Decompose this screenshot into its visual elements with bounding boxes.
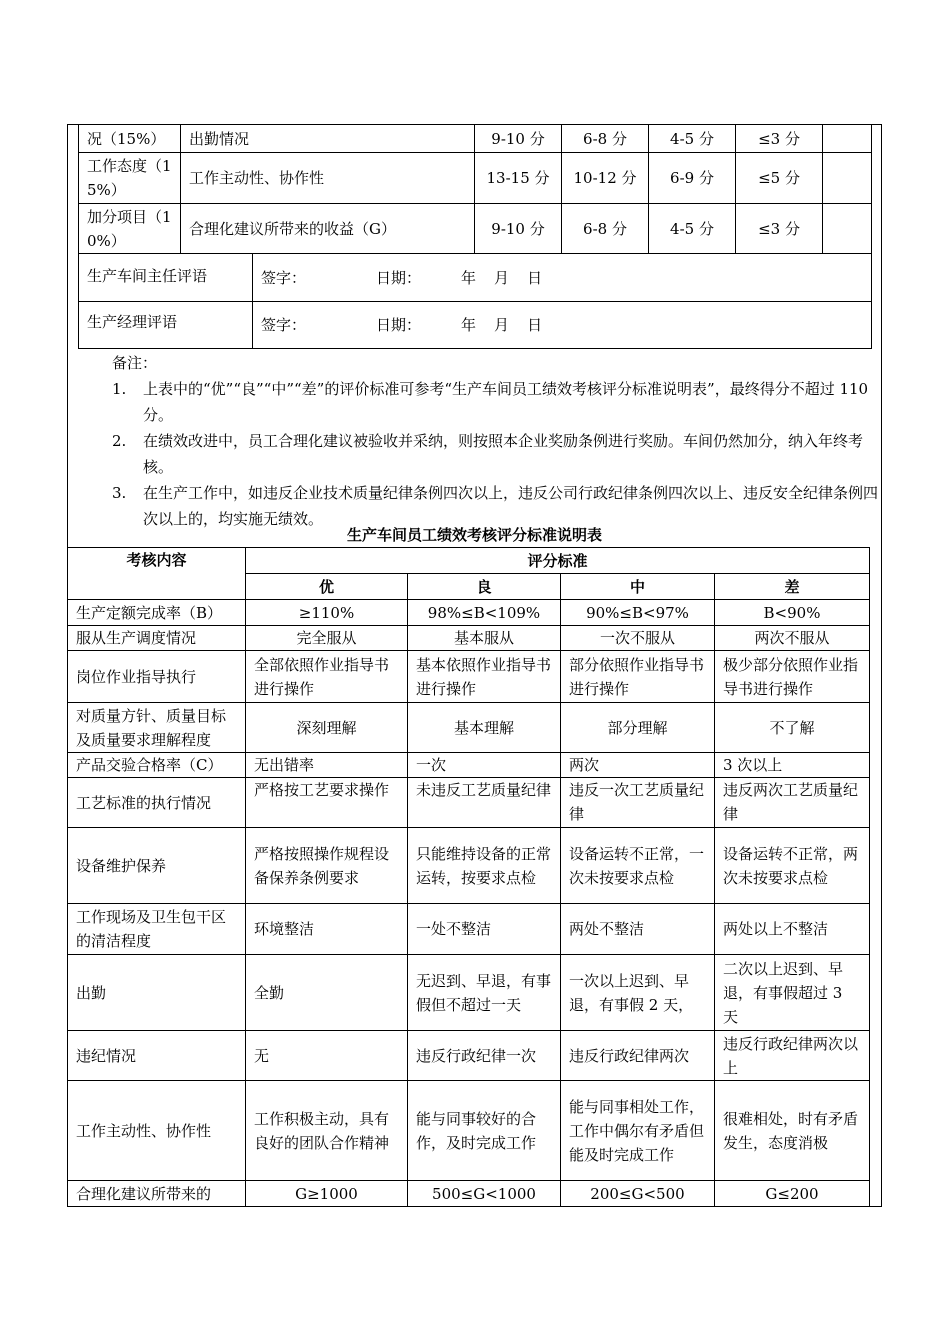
criterion-cell: 岗位作业指导执行 — [68, 651, 246, 703]
grade-cell: ≥110% — [246, 600, 408, 626]
score-cell: ≤3 分 — [736, 204, 823, 254]
grade-cell: 3 次以上 — [715, 753, 870, 778]
grade-cell: 工作积极主动，具有良好的团队合作精神 — [246, 1081, 408, 1181]
score-cell: 4-5 分 — [649, 125, 736, 153]
criterion-cell: 合理化建议所带来的收益（G） — [181, 204, 475, 254]
table-row — [68, 955, 870, 1031]
score-cell: ≤3 分 — [736, 125, 823, 153]
score-cell: 9-10 分 — [475, 125, 562, 153]
table-row — [68, 703, 870, 753]
grade-cell: 两次 — [561, 753, 715, 778]
note-number: 3. — [112, 484, 127, 502]
grade-cell: 违反行政纪律一次 — [408, 1031, 561, 1081]
score-cell: ≤5 分 — [736, 153, 823, 204]
grade-cell: 违反两次工艺质量纪律 — [715, 778, 870, 828]
table-row — [68, 904, 870, 955]
grade-cell: 无 — [246, 1031, 408, 1081]
item-cell: 况（15%） — [79, 125, 181, 153]
notes-label: 备注： — [112, 354, 158, 372]
grade-cell: 很难相处，时有矛盾发生，态度消极 — [715, 1081, 870, 1181]
table-row — [79, 204, 872, 254]
year-label: 年 — [461, 268, 477, 287]
score-cell: 6-8 分 — [562, 204, 649, 254]
item-cell: 加分项目（10%） — [79, 204, 181, 254]
signature-line — [253, 254, 872, 302]
grade-cell: 两处以上不整洁 — [715, 904, 870, 955]
criterion-cell: 工作主动性、协作性 — [68, 1081, 246, 1181]
header-item: 考核内容 — [68, 548, 246, 600]
criterion-cell: 出勤情况 — [181, 125, 475, 153]
month-label: 月 — [494, 316, 510, 334]
header-row — [68, 548, 870, 574]
signature-line — [253, 302, 872, 349]
score-cell: 9-10 分 — [475, 204, 562, 254]
grade-cell: 98%≤B<109% — [408, 600, 561, 626]
score-cell: 6-8 分 — [562, 125, 649, 153]
criterion-cell: 工作主动性、协作性 — [181, 153, 475, 204]
criterion-cell: 设备维护保养 — [68, 828, 246, 904]
grade-cell: 严格按工艺要求操作 — [246, 778, 408, 828]
year-label: 年 — [461, 316, 477, 334]
standards-title: 生产车间员工绩效考核评分标准说明表 — [346, 526, 602, 544]
item-cell: 工作态度（15%） — [79, 153, 181, 204]
table-row — [68, 1181, 870, 1207]
grade-cell: 两处不整洁 — [561, 904, 715, 955]
grade-cell: 部分依照作业指导书进行操作 — [561, 651, 715, 703]
header-score: 评分标准 — [246, 548, 870, 574]
month-label: 月 — [494, 268, 510, 287]
grade-cell: 一次不服从 — [561, 626, 715, 651]
criterion-cell: 服从生产调度情况 — [68, 626, 246, 651]
note-item — [78, 376, 878, 428]
grade-header: 中 — [561, 574, 715, 600]
note-text: 在生产工作中，如违反企业技术质量纪律条例四次以上，违反公司行政纪律条例四次以上、违反安全纪律条例四次以上的，均实施无绩效。 — [143, 484, 879, 528]
grade-cell: 无出错率 — [246, 753, 408, 778]
note-text: 在绩效改进中，员工合理化建议被验收并采纳，则按照本企业奖励条例进行奖励。车间仍然加分，纳入年终考核。 — [143, 432, 864, 476]
grade-cell: 违反行政纪律两次 — [561, 1031, 715, 1081]
grade-cell: 环境整洁 — [246, 904, 408, 955]
table-row — [68, 1081, 870, 1181]
day-label: 日 — [527, 316, 543, 334]
scoring-table — [78, 124, 872, 349]
grade-cell: 全勤 — [246, 955, 408, 1031]
table-row — [68, 651, 870, 703]
grade-cell: 未违反工艺质量纪律 — [408, 778, 561, 828]
criterion-cell: 违纪情况 — [68, 1031, 246, 1081]
grade-cell: 设备运转不正常，一次未按要求点检 — [561, 828, 715, 904]
grade-cell: 无迟到、早退，有事假但不超过一天 — [408, 955, 561, 1031]
grade-cell: G≤200 — [715, 1181, 870, 1207]
grade-cell: 基本依照作业指导书进行操作 — [408, 651, 561, 703]
note-number: 1. — [112, 380, 127, 398]
score-cell: 6-9 分 — [649, 153, 736, 204]
grade-cell: 违反行政纪律两次以上 — [715, 1031, 870, 1081]
grade-cell: 完全服从 — [246, 626, 408, 651]
table-row — [68, 600, 870, 626]
comment-label: 生产经理评语 — [79, 302, 253, 349]
score-cell: 13-15 分 — [475, 153, 562, 204]
sign-label: 签字： — [261, 316, 307, 334]
criterion-cell: 对质量方针、质量目标及质量要求理解程度 — [68, 703, 246, 753]
table-row — [68, 778, 870, 828]
table-row — [68, 828, 870, 904]
table-row — [79, 153, 872, 204]
day-label: 日 — [527, 268, 543, 287]
comment-row-manager — [79, 302, 872, 349]
grade-cell: 两次不服从 — [715, 626, 870, 651]
grade-cell: 全部依照作业指导书进行操作 — [246, 651, 408, 703]
grade-cell: 只能维持设备的正常运转，按要求点检 — [408, 828, 561, 904]
criterion-cell: 合理化建议所带来的 — [68, 1181, 246, 1207]
grade-header: 良 — [408, 574, 561, 600]
grade-cell: 深刻理解 — [246, 703, 408, 753]
grade-cell: 一次 — [408, 753, 561, 778]
grade-header: 差 — [715, 574, 870, 600]
grade-cell: 200≤G<500 — [561, 1181, 715, 1207]
grade-cell: 设备运转不正常，两次未按要求点检 — [715, 828, 870, 904]
comment-row-director — [79, 254, 872, 302]
grade-cell: 基本服从 — [408, 626, 561, 651]
standards-table — [67, 547, 870, 1207]
grade-cell: 二次以上迟到、早退，有事假超过 3 天 — [715, 955, 870, 1031]
date-label: 日期： — [376, 268, 422, 287]
grade-cell: 违反一次工艺质量纪律 — [561, 778, 715, 828]
comment-label: 生产车间主任评语 — [79, 254, 253, 302]
table-row — [68, 626, 870, 651]
notes-section — [78, 350, 878, 532]
grade-cell: 不了解 — [715, 703, 870, 753]
grade-cell: 一处不整洁 — [408, 904, 561, 955]
grade-cell: G≥1000 — [246, 1181, 408, 1207]
grade-cell: B<90% — [715, 600, 870, 626]
note-number: 2. — [112, 432, 127, 450]
table-row — [68, 753, 870, 778]
criterion-cell: 出勤 — [68, 955, 246, 1031]
criterion-cell: 产品交验合格率（C） — [68, 753, 246, 778]
note-text: 上表中的“优”“良”“中”“差”的评价标准可参考“生产车间员工绩效考核评分标准说明表”，最终得分不超过 110 分。 — [143, 380, 869, 424]
blank-cell — [823, 125, 872, 153]
score-cell: 10-12 分 — [562, 153, 649, 204]
grade-cell: 能与同事相处工作，工作中偶尔有矛盾但能及时完成工作 — [561, 1081, 715, 1181]
grade-header: 优 — [246, 574, 408, 600]
sign-label: 签字： — [261, 268, 307, 287]
grade-cell: 90%≤B<97% — [561, 600, 715, 626]
criterion-cell: 工艺标准的执行情况 — [68, 778, 246, 828]
criterion-cell: 工作现场及卫生包干区的清洁程度 — [68, 904, 246, 955]
date-label: 日期： — [376, 316, 422, 334]
grade-cell: 严格按照操作规程设备保养条例要求 — [246, 828, 408, 904]
grade-cell: 一次以上迟到、早退，有事假 2 天， — [561, 955, 715, 1031]
grade-cell: 500≤G<1000 — [408, 1181, 561, 1207]
blank-cell — [823, 204, 872, 254]
note-item — [78, 428, 878, 480]
grade-cell: 基本理解 — [408, 703, 561, 753]
table-row — [79, 125, 872, 153]
grade-cell: 部分理解 — [561, 703, 715, 753]
grade-cell: 能与同事较好的合作，及时完成工作 — [408, 1081, 561, 1181]
table-row — [68, 1031, 870, 1081]
score-cell: 4-5 分 — [649, 204, 736, 254]
grade-cell: 极少部分依照作业指导书进行操作 — [715, 651, 870, 703]
criterion-cell: 生产定额完成率（B） — [68, 600, 246, 626]
blank-cell — [823, 153, 872, 204]
